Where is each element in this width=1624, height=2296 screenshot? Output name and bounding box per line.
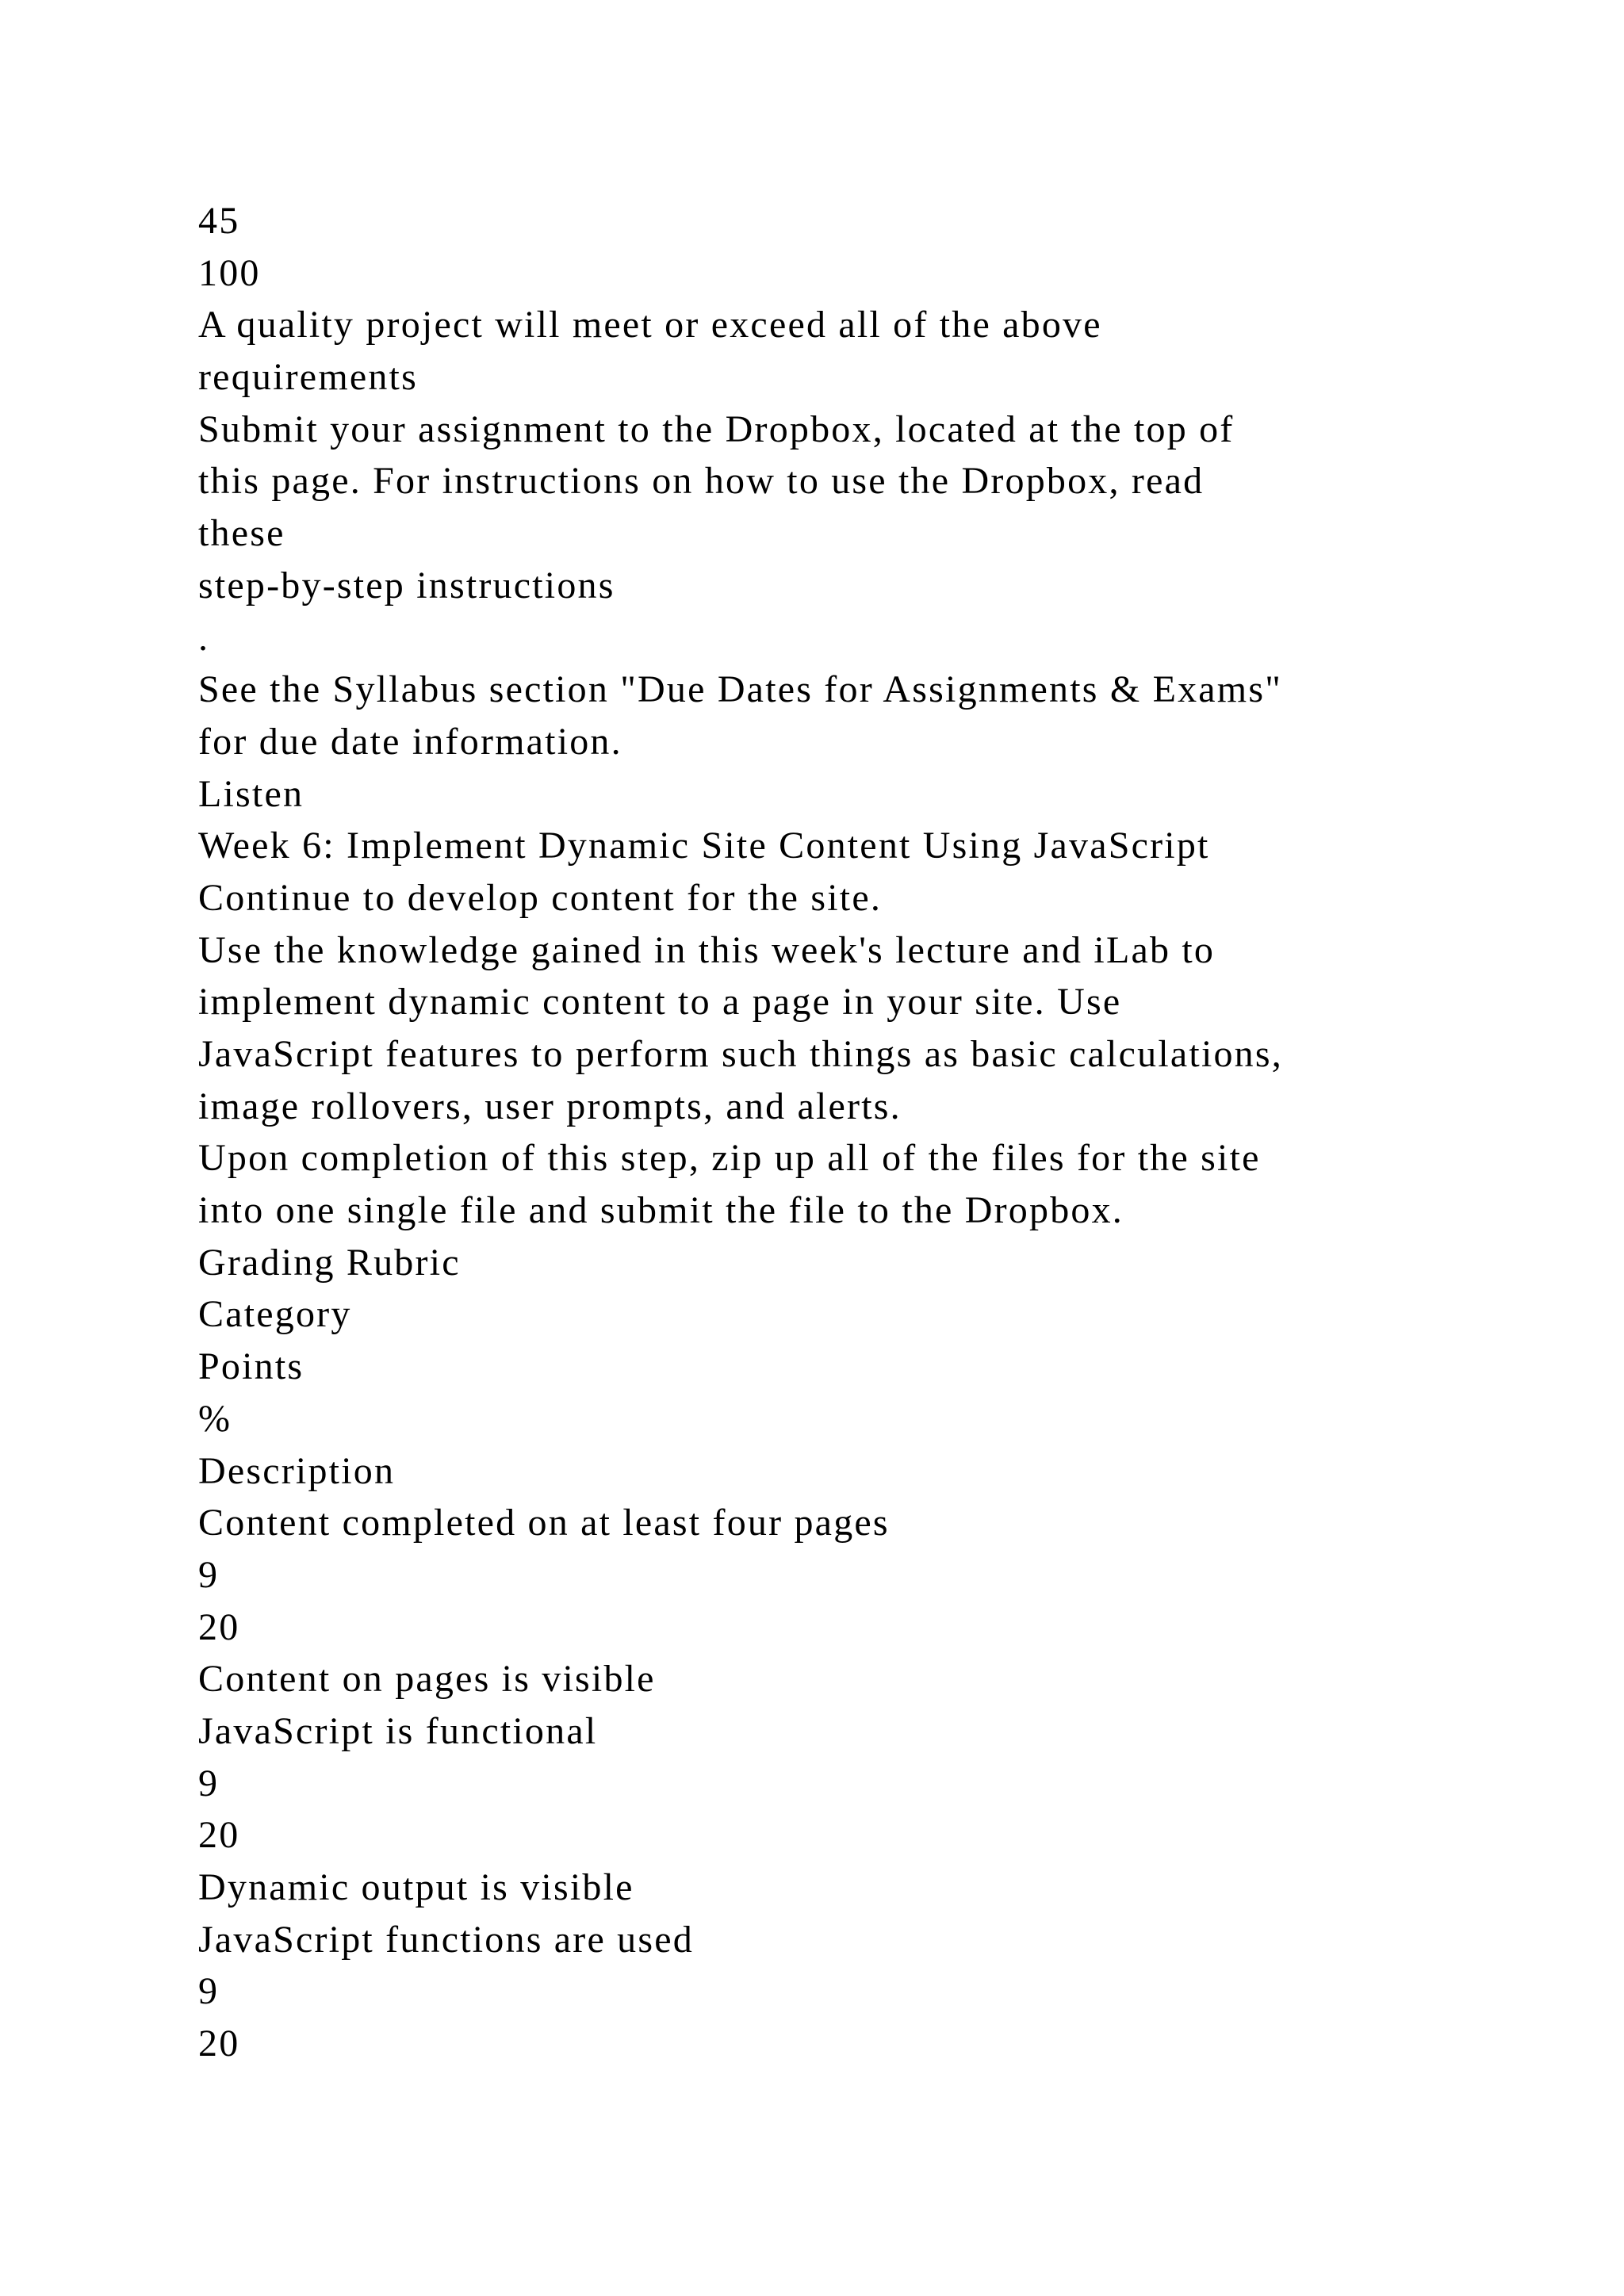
text-line: image rollovers, user prompts, and alerts. <box>198 1085 902 1127</box>
document-text <box>198 195 1530 2070</box>
rubric-row-percent: 20 <box>198 1605 240 1648</box>
text-line: requirements <box>198 356 418 399</box>
rubric-heading: Grading Rubric <box>198 1241 461 1284</box>
text-line: these <box>198 512 285 555</box>
text-line: See the Syllabus section "Due Dates for Assignments & Exams" <box>198 668 1283 711</box>
rubric-row-points: 9 <box>198 1762 220 1804</box>
text-line: Submit your assignment to the Dropbox, located at the top of <box>198 408 1235 450</box>
text-line: this page. For instructions on how to use the Dropbox, read <box>198 460 1205 503</box>
rubric-row-category: JavaScript is functional <box>198 1709 598 1752</box>
text-line: Continue to develop content for the site. <box>198 876 883 919</box>
rubric-row-category: Content completed on at least four pages <box>198 1502 890 1544</box>
rubric-header-description: Description <box>198 1449 396 1492</box>
rubric-row-percent: 20 <box>198 1814 240 1857</box>
rubric-header-percent: % <box>198 1397 232 1440</box>
text-line-percent: 100 <box>198 251 261 294</box>
rubric-row-category: JavaScript functions are used <box>198 1918 694 1961</box>
listen-label: Listen <box>198 772 304 815</box>
rubric-header-points: Points <box>198 1345 304 1388</box>
text-line: for due date information. <box>198 720 622 763</box>
text-line: Upon completion of this step, zip up all of the files for the site <box>198 1137 1261 1180</box>
rubric-header-category: Category <box>198 1293 352 1336</box>
rubric-row-points: 9 <box>198 1970 220 2013</box>
rubric-row-description: Dynamic output is visible <box>198 1866 634 1908</box>
text-line: implement dynamic content to a page in your site. Use <box>198 981 1122 1024</box>
text-line: into one single file and submit the file to the Dropbox. <box>198 1189 1124 1232</box>
text-line: JavaScript features to perform such things as basic calculations, <box>198 1033 1283 1075</box>
text-line: . <box>198 616 210 659</box>
text-line: A quality project will meet or exceed all of the above <box>198 304 1102 346</box>
section-heading: Week 6: Implement Dynamic Site Content Using JavaScript <box>198 825 1210 867</box>
rubric-row-percent: 20 <box>198 2022 240 2065</box>
rubric-row-points: 9 <box>198 1553 220 1596</box>
text-line: Use the knowledge gained in this week's lecture and iLab to <box>198 928 1216 971</box>
rubric-row-description: Content on pages is visible <box>198 1658 656 1701</box>
instructions-link-text: step-by-step instructions <box>198 564 615 607</box>
text-line-score: 45 <box>198 200 240 242</box>
